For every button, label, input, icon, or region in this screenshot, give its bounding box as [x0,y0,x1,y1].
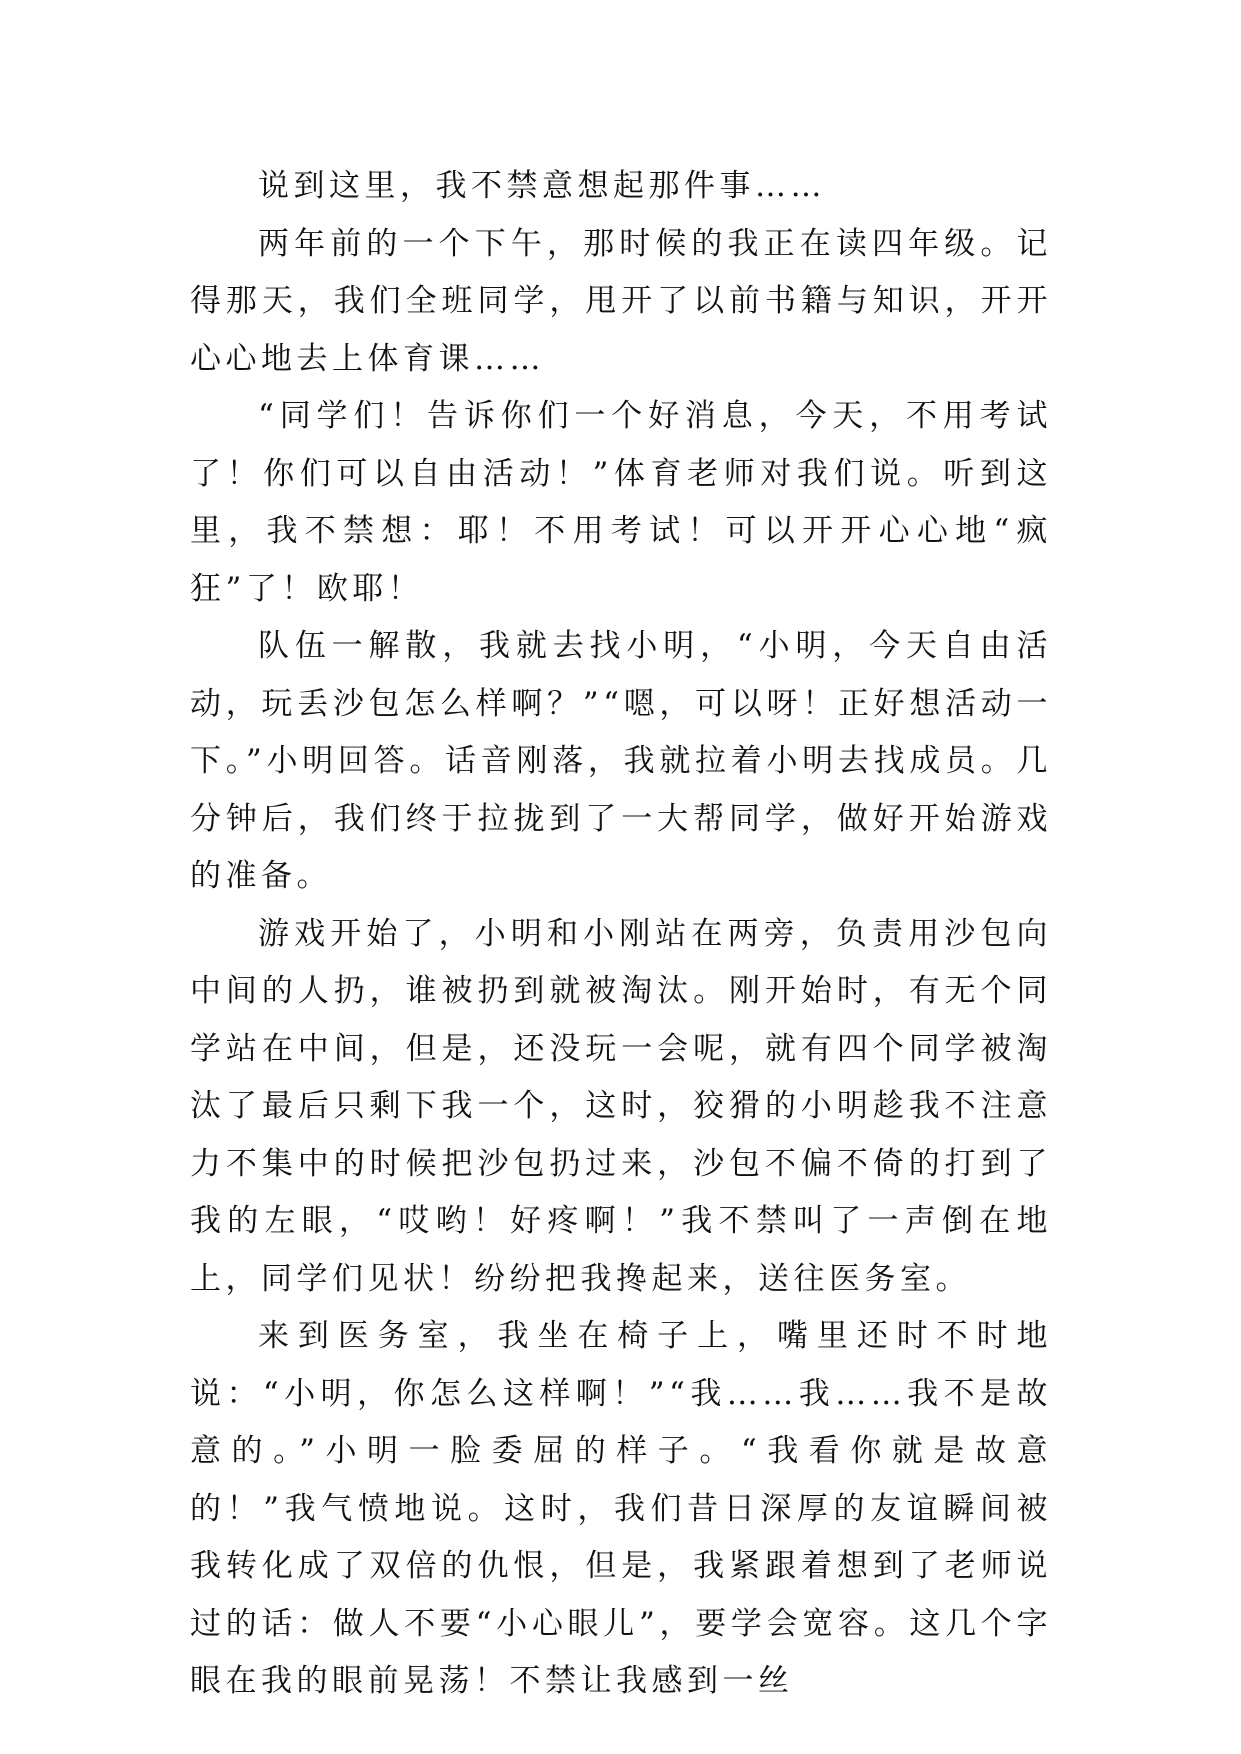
paragraph: “同学们！告诉你们一个好消息，今天，不用考试了！你们可以自由活动！”体育老师对我们说。听到这里，我不禁想：耶！不用考试！可以开开心心地“疯狂”了！欧耶！ [190,398,1052,607]
paragraph: 来到医务室，我坐在椅子上，嘴里还时不时地说：“小明，你怎么这样啊！”“我……我……我不是故意的。”小明一脸委屈的样子。“我看你就是故意的！”我气愤地说。这时，我们昔日深厚的友谊瞬间被我转化成了双倍的仇恨，但是，我紧跟着想到了老师说过的话：做人不要“小心眼儿”，要学会宽容。这几个字眼在我的眼前晃荡！不禁让我感到一丝 [190,1318,1052,1699]
paragraph: 说到这里，我不禁意想起那件事…… [258,168,826,204]
paragraph: 游戏开始了，小明和小刚站在两旁，负责用沙包向中间的人扔，谁被扔到就被淘汰。刚开始时，有无个同学站在中间，但是，还没玩一会呢，就有四个同学被淘汰了最后只剩下我一个，这时，狡猾的小明趁我不注意力不集中的时候把沙包扔过来，沙包不偏不倚的打到了我的左眼，“哎哟！好疼啊！”我不禁叫了一声倒在地上，同学们见状！纷纷把我搀起来，送往医务室。 [190,915,1052,1297]
document-body [190,158,1052,1711]
paragraph: 两年前的一个下午，那时候的我正在读四年级。记得那天，我们全班同学，甩开了以前书籍与知识，开开心心地去上体育课…… [190,225,1052,377]
paragraph: 队伍一解散，我就去找小明，“小明，今天自由活动，玩丢沙包怎么样啊？”“嗯，可以呀！正好想活动一下。”小明回答。话音刚落，我就拉着小明去找成员。几分钟后，我们终于拉拢到了一大帮同学，做好开始游戏的准备。 [190,628,1052,894]
